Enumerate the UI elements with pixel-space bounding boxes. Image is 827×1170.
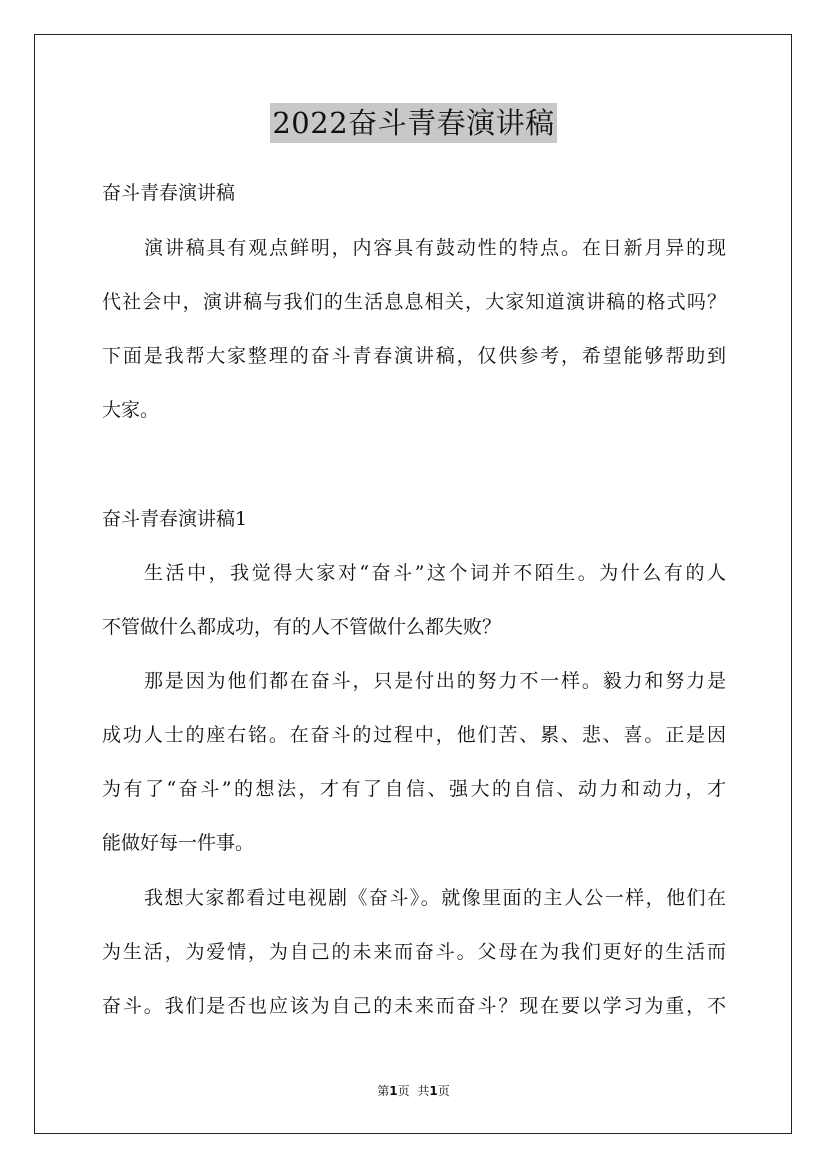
intro-line-3: 下面是我帮大家整理的奋斗青春演讲稿，仅供参考，希望能够帮助到	[102, 345, 726, 367]
paragraph1-line-1: 生活中，我觉得大家对“奋斗”这个词并不陌生。为什么有的人	[144, 562, 726, 584]
paragraph3-line-3: 奋斗。我们是否也应该为自己的未来而奋斗？现在要以学习为重，不	[102, 995, 726, 1017]
paragraph2-line-1: 那是因为他们都在奋斗，只是付出的努力不一样。毅力和努力是	[144, 670, 726, 692]
footer-total-prefix: 共	[417, 1084, 430, 1098]
footer-page-prefix: 第	[377, 1084, 390, 1098]
footer-total-suffix: 页	[437, 1084, 450, 1098]
document-subtitle: 奋斗青春演讲稿	[102, 182, 236, 204]
paragraph3-line-2: 为生活，为爱情，为自己的未来而奋斗。父母在为我们更好的生活而	[102, 941, 726, 963]
document-title: 2022奋斗青春演讲稿	[270, 103, 556, 143]
intro-line-2: 代社会中，演讲稿与我们的生活息息相关，大家知道演讲稿的格式吗？	[102, 291, 726, 313]
paragraph3-line-1: 我想大家都看过电视剧《奋斗》。就像里面的主人公一样，他们在	[144, 887, 726, 909]
footer-page-suffix: 页	[397, 1084, 410, 1098]
footer-total-number: 1	[429, 1084, 438, 1098]
paragraph2-line-2: 成功人士的座右铭。在奋斗的过程中，他们苦、累、悲、喜。正是因	[102, 724, 726, 746]
footer-page-number: 1	[389, 1084, 398, 1098]
paragraph1-line-2: 不管做什么都成功，有的人不管做什么都失败？	[102, 616, 502, 638]
paragraph2-line-4: 能做好每一件事。	[102, 832, 255, 854]
intro-line-1: 演讲稿具有观点鲜明，内容具有鼓动性的特点。在日新月异的现	[144, 237, 726, 259]
title-container	[0, 103, 827, 143]
section-heading: 奋斗青春演讲稿1	[102, 508, 248, 530]
intro-line-4: 大家。	[102, 399, 160, 421]
paragraph2-line-3: 为有了“奋斗”的想法，才有了自信、强大的自信、动力和动力，才	[102, 778, 726, 800]
page-footer	[0, 1083, 827, 1099]
